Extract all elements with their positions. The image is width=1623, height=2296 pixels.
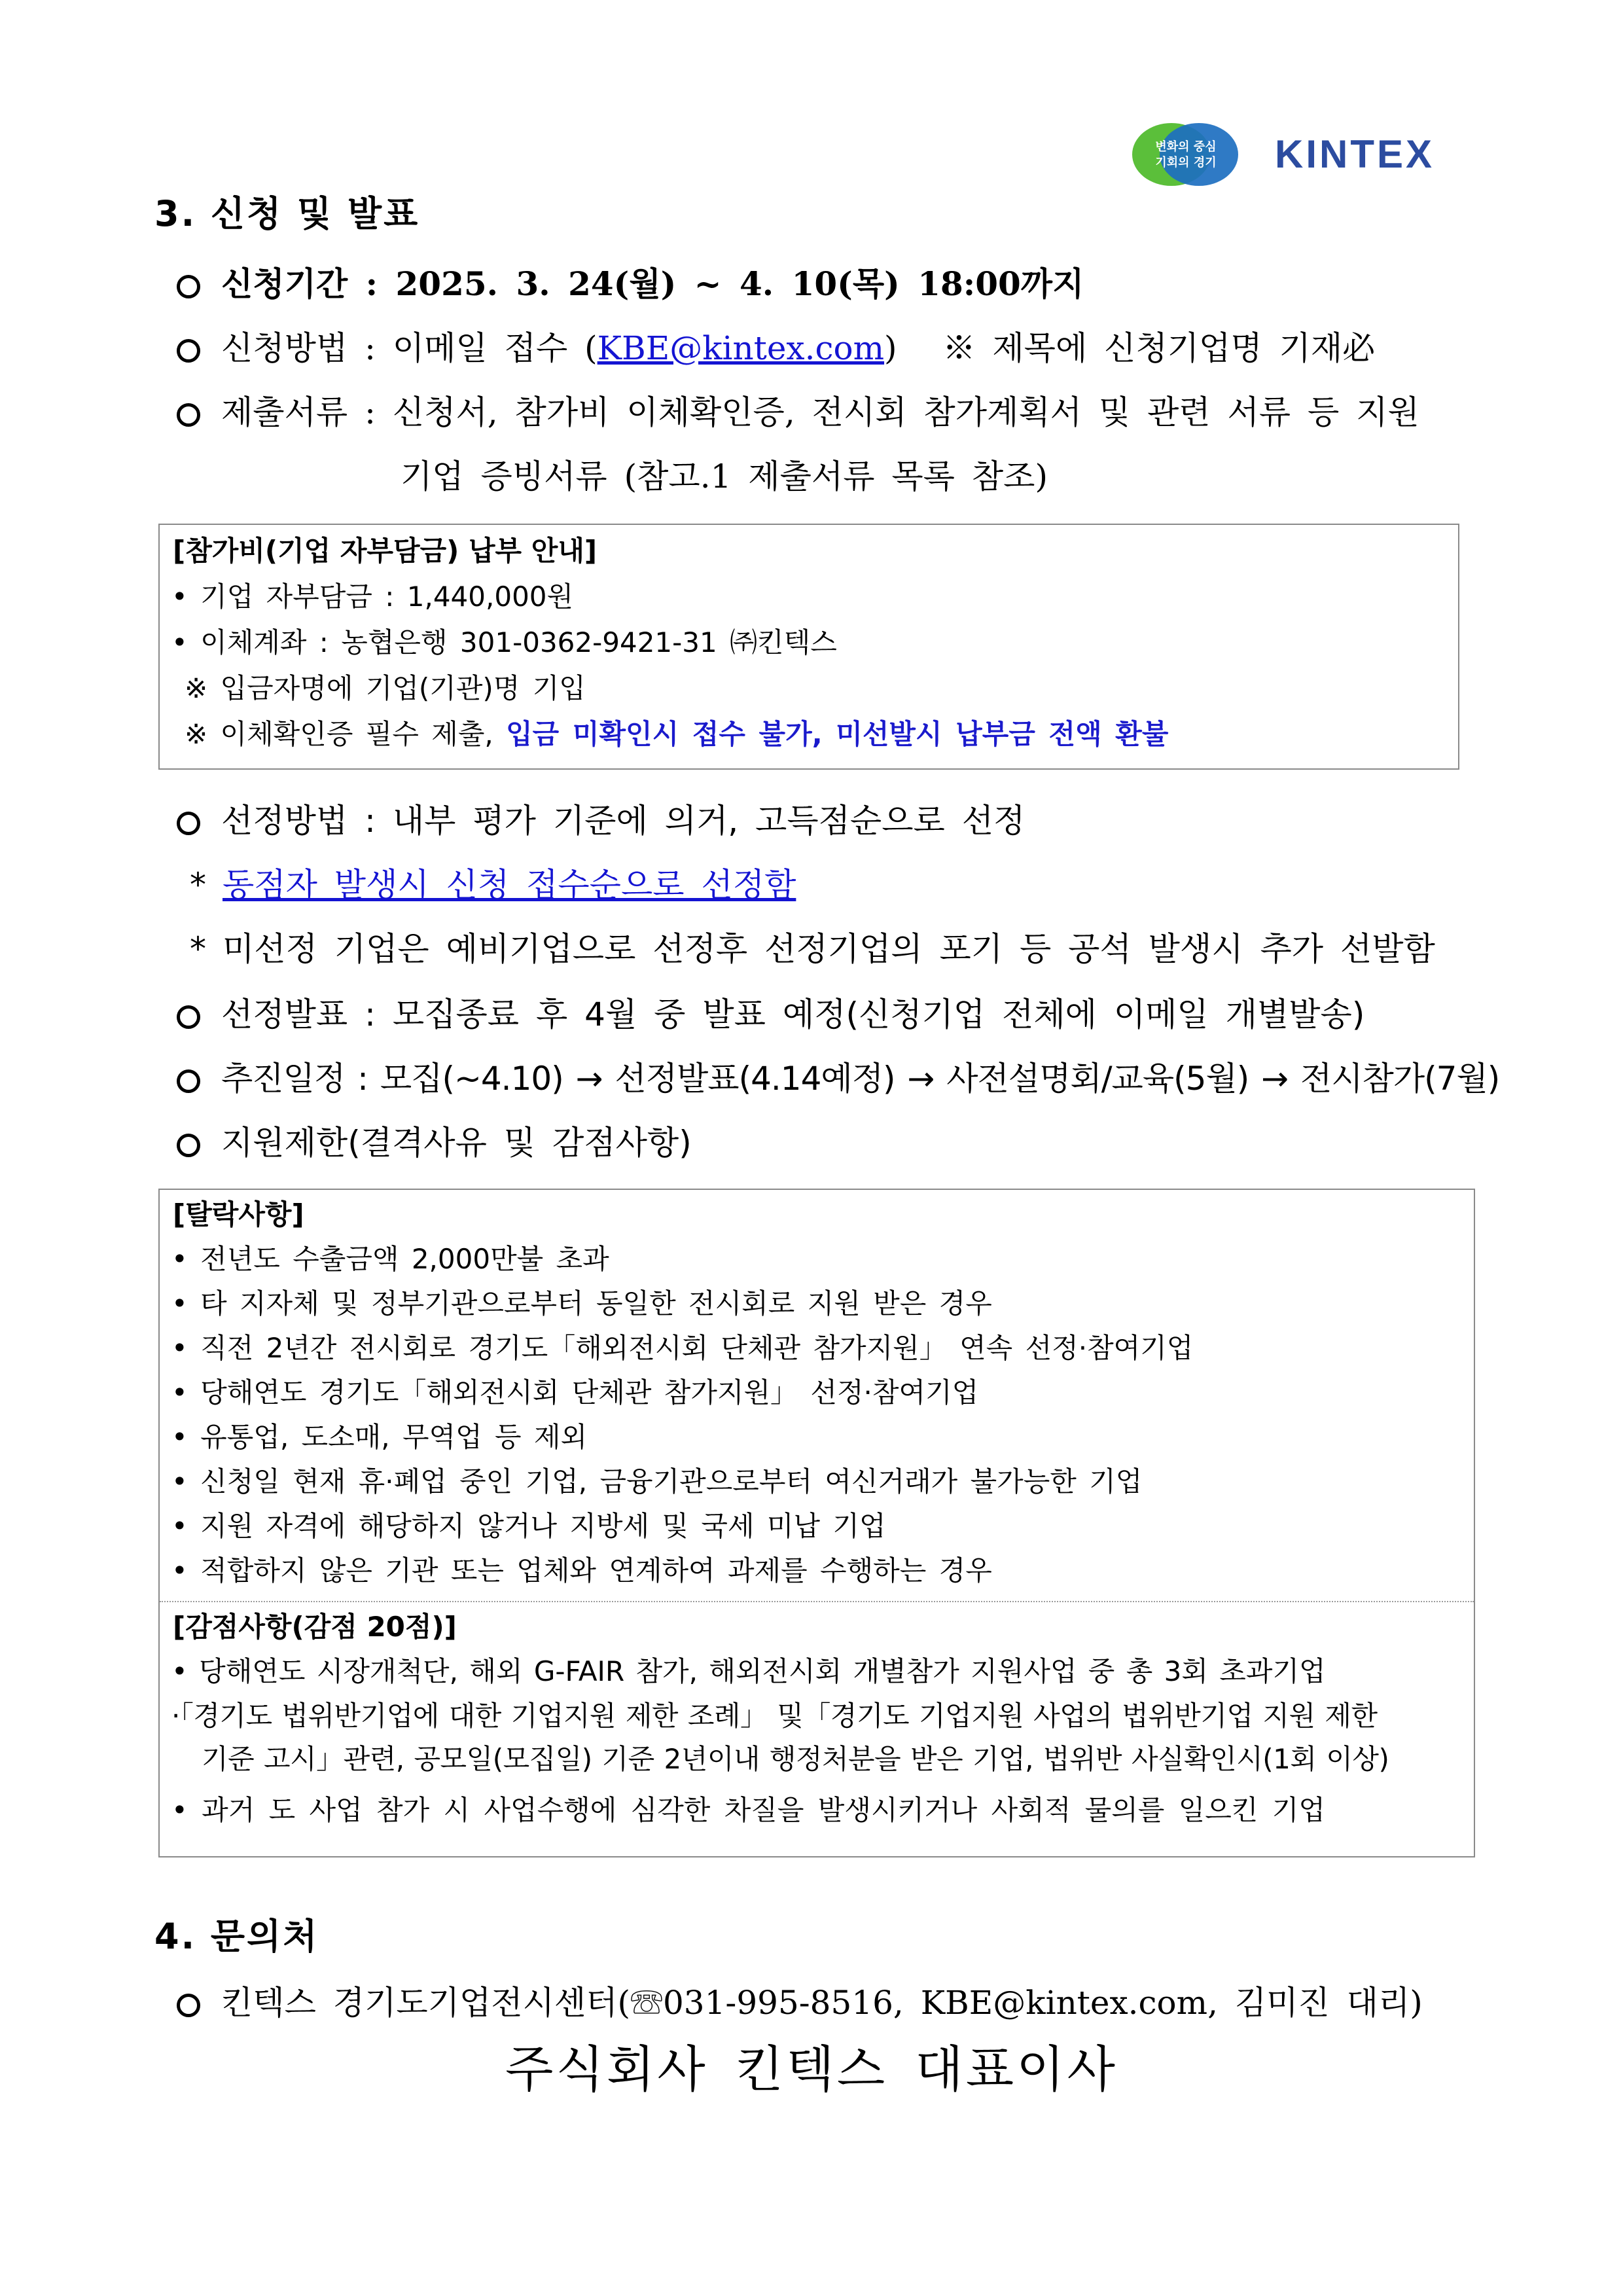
reserve-note-mark: * xyxy=(190,930,206,968)
method-prefix: 이메일 접수 ( xyxy=(392,329,597,367)
documents-line2: 기업 증빙서류 (참고.1 제출서류 목록 참조) xyxy=(401,457,1048,495)
schedule-label: 추진일정 : xyxy=(221,1060,368,1098)
reserve-note xyxy=(190,927,1435,971)
tie-note-text: 동점자 발생시 신청 접수순으로 선정함 xyxy=(223,866,796,904)
fee-note-depositor: ※ 입금자명에 기업(기관)명 기입 xyxy=(185,672,586,704)
method-label: 신청방법 : xyxy=(221,329,376,367)
disqualification-item: • 적합하지 않은 기관 또는 업체와 연계하여 과제를 수행하는 경우 xyxy=(171,1554,992,1587)
fee-note-prefix: ※ 이체확인증 필수 제출, xyxy=(185,718,493,750)
restriction-label: 지원제한(결격사유 및 감점사항) xyxy=(221,1124,692,1162)
selection-value: 내부 평가 기준에 의거, 고득점순으로 선정 xyxy=(392,802,1026,840)
fee-item-account: • 이체계좌 : 농협은행 301-0362-9421-31 ㈜킨텍스 xyxy=(171,626,837,658)
bullet-circle-icon xyxy=(177,339,200,363)
announcement-label: 선정발표 : xyxy=(221,996,376,1033)
disqualification-item: • 전년도 수출금액 2,000만불 초과 xyxy=(171,1243,609,1275)
deduction-title: [감점사항(감점 20점)] xyxy=(173,1611,457,1643)
period-row xyxy=(221,262,1084,306)
disqualification-title: [탈락사항] xyxy=(173,1198,304,1230)
divider xyxy=(160,1601,1474,1602)
bullet-circle-icon xyxy=(177,1134,200,1157)
selection-label: 선정방법 : xyxy=(221,802,376,840)
reserve-note-text: 미선정 기업은 예비기업으로 선정후 선정기업의 포기 등 공석 발생시 추가 선발함 xyxy=(223,930,1435,968)
fee-note-confirmation xyxy=(185,715,1168,754)
deduction-item: • 당해연도 시장개척단, 해외 G-FAIR 참가, 해외전시회 개별참가 지원사업 중 총 3회 초과기업 xyxy=(171,1655,1326,1687)
issuer-signature: 주식회사 킨텍스 대표이사 xyxy=(505,2040,1118,2098)
schedule-value: 모집(~4.10) → 선정발표(4.14예정) → 사전설명회/교육(5월) → 전시참가(7월) xyxy=(380,1060,1500,1098)
tie-note xyxy=(190,863,796,907)
schedule-row xyxy=(221,1056,1499,1101)
disqualification-item: • 신청일 현재 휴·폐업 중인 기업, 금융기관으로부터 여신거래가 불가능한 기업 xyxy=(171,1465,1143,1498)
disqualification-item: • 지원 자격에 해당하지 않거나 지방세 및 국세 미납 기업 xyxy=(171,1510,886,1542)
tie-note-mark: * xyxy=(190,866,206,904)
bullet-circle-icon xyxy=(177,275,200,298)
bullet-circle-icon xyxy=(177,1069,200,1093)
fee-box-title: [참가비(기업 자부담금) 납부 안내] xyxy=(173,535,597,567)
documents-row xyxy=(221,390,1419,435)
method-row xyxy=(221,326,1375,370)
bullet-circle-icon xyxy=(177,1005,200,1029)
gyeonggi-logo-line2: 기회의 경기 xyxy=(1155,156,1217,170)
disqualification-item: • 유통업, 도소매, 무역업 등 제외 xyxy=(171,1421,588,1453)
bullet-circle-icon xyxy=(177,812,200,835)
period-label: 신청기간 : xyxy=(221,264,378,303)
email-link[interactable]: KBE@kintex.com xyxy=(597,329,885,367)
fee-note-emphasis: 입금 미확인시 접수 불가, 미선발시 납부금 전액 환불 xyxy=(506,718,1169,750)
fee-item-amount: • 기업 자부담금 : 1,440,000원 xyxy=(171,581,574,613)
gyeonggi-logo-line1: 변화의 중심 xyxy=(1155,140,1217,154)
documents-line1: 신청서, 참가비 이체확인증, 전시회 참가계획서 및 관련 서류 등 지원 xyxy=(392,393,1419,431)
selection-row xyxy=(221,798,1025,843)
deduction-item: • 과거 도 사업 참가 시 사업수행에 심각한 차질을 발생시키거나 사회적 물의를 일으킨 기업 xyxy=(171,1794,1325,1826)
announcement-row xyxy=(221,992,1364,1037)
contact-info: 킨텍스 경기도기업전시센터(☏031-995-8516, KBE@kintex.com, 김미진 대리) xyxy=(221,1984,1423,2022)
method-suffix: ) xyxy=(884,329,897,367)
disqualification-item: • 당해연도 경기도「해외전시회 단체관 참가지원」 선정·참여기업 xyxy=(171,1376,979,1408)
bullet-circle-icon xyxy=(177,403,200,427)
announcement-value: 모집종료 후 4월 중 발표 예정(신청기업 전체에 이메일 개별발송) xyxy=(392,996,1365,1033)
method-note: ※ 제목에 신청기업명 기재必 xyxy=(942,329,1376,367)
section4-title: 4. 문의처 xyxy=(154,1916,319,1957)
deduction-item: ·「경기도 법위반기업에 대한 기업지원 제한 조례」 및「경기도 기업지원 사업의 법위반기업 지원 제한 xyxy=(171,1700,1378,1732)
deduction-item-continued: 기준 고시」관련, 공모일(모집일) 기준 2년이내 행정처분을 받은 기업, 법위반 사실확인시(1회 이상) xyxy=(202,1743,1389,1775)
gyeonggi-logo xyxy=(1128,118,1243,190)
period-value: 2025. 3. 24(월) ~ 4. 10(목) 18:00까지 xyxy=(395,264,1084,303)
bullet-circle-icon xyxy=(177,1994,200,2017)
section3-title: 3. 신청 및 발표 xyxy=(154,193,420,234)
kintex-logo: KINTEX xyxy=(1275,132,1435,176)
disqualification-item: • 타 지자체 및 정부기관으로부터 동일한 전시회로 지원 받은 경우 xyxy=(171,1287,992,1319)
disqualification-item: • 직전 2년간 전시회로 경기도「해외전시회 단체관 참가지원」 연속 선정·참여기업 xyxy=(171,1332,1194,1364)
documents-label: 제출서류 : xyxy=(221,393,376,431)
